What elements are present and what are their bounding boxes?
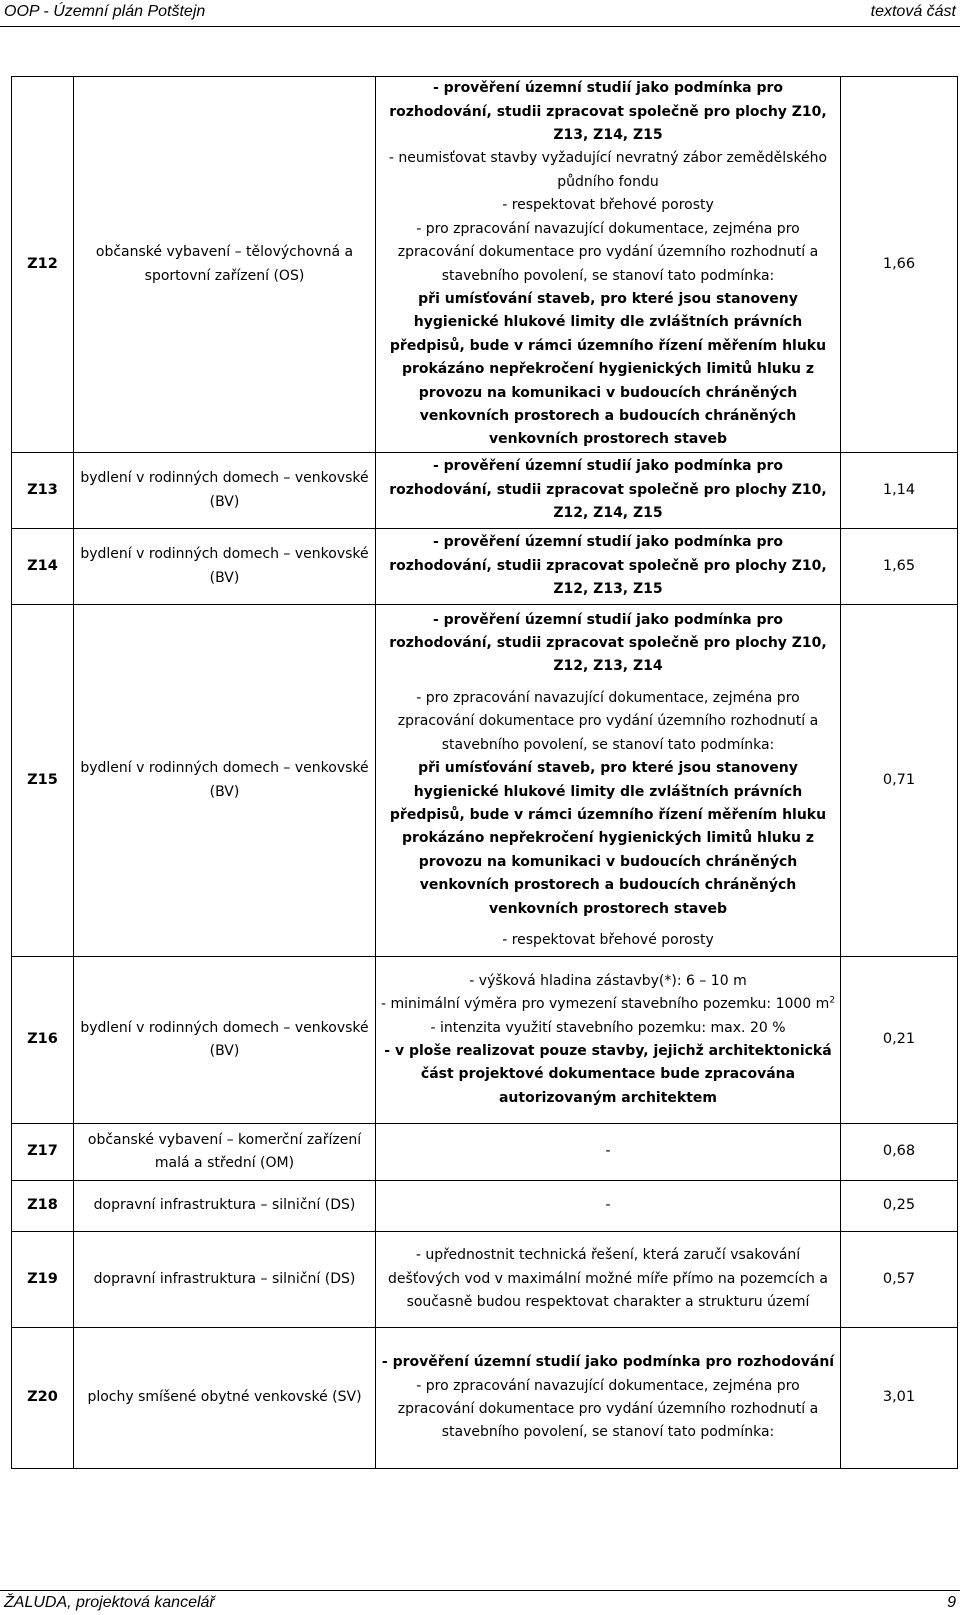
condition-text: - výšková hladina zástavby(*): 6 – 10 m	[469, 972, 747, 989]
condition-text: -	[605, 1197, 611, 1214]
area-conditions	[376, 77, 841, 453]
area-size: 1,66	[841, 77, 958, 453]
area-function: plochy smíšené obytné venkovské (SV)	[74, 1328, 376, 1469]
area-function: dopravní infrastruktura – silniční (DS)	[74, 1232, 376, 1328]
area-conditions	[376, 1232, 841, 1328]
document-title: OOP - Územní plán Potštejn	[4, 3, 206, 20]
condition-text: při umísťování staveb, pro které jsou stanoveny hygienické hlukové limity dle zvláštních právních předpisů, bude v rámci územního řízení měřením hluku prokázáno nepřekročení hygienických limitů hluku z provozu na komunikaci v budoucích chráněných venkovních prostorech a budoucích chráněných venkovních prostorech staveb	[389, 760, 827, 917]
area-conditions	[376, 605, 841, 957]
area-function: bydlení v rodinných domech – venkovské (BV)	[74, 605, 376, 957]
condition-text: - prověření územní studií jako podmínka pro rozhodování, studii zpracovat společně pro plochy Z10, Z13, Z14, Z15	[389, 80, 827, 144]
condition-text: - prověření územní studií jako podmínka pro rozhodování, studii zpracovat společně pro plochy Z10, Z12, Z13, Z14	[389, 611, 827, 675]
area-size: 0,25	[841, 1181, 958, 1232]
condition-text: - upřednostnit technická řešení, která zaručí vsakování dešťových vod v maximální možné míře přímo na pozemcích a současně budou respektovat charakter a strukturu území	[388, 1247, 828, 1311]
condition-text: při umísťování staveb, pro které jsou stanoveny hygienické hlukové limity dle zvláštních právních předpisů, bude v rámci územního řízení měřením hluku prokázáno nepřekročení hygienických limitů hluku z provozu na komunikaci v budoucích chráněných venkovních prostorech a budoucích chráněných venkovních prostorech staveb	[389, 290, 827, 448]
area-function: bydlení v rodinných domech – venkovské (BV)	[74, 957, 376, 1124]
area-id: Z15	[12, 605, 74, 957]
area-function: občanské vybavení – tělovýchovná a sportovní zařízení (OS)	[74, 77, 376, 453]
table-row	[12, 453, 958, 529]
table-row	[12, 957, 958, 1124]
table-row	[12, 1181, 958, 1232]
condition-text: - minimální výměra pro vymezení stavebního pozemku: 1000 $m^2$	[380, 995, 836, 1013]
area-function: bydlení v rodinných domech – venkovské (BV)	[74, 453, 376, 529]
area-function: bydlení v rodinných domech – venkovské (BV)	[74, 529, 376, 605]
header-divider	[0, 26, 960, 27]
condition-text: - prověření územní studií jako podmínka pro rozhodování, studii zpracovat společně pro plochy Z10, Z12, Z14, Z15	[389, 458, 827, 522]
area-conditions	[376, 957, 841, 1124]
condition-text: - prověření územní studií jako podmínka pro rozhodování, studii zpracovat společně pro plochy Z10, Z12, Z13, Z15	[389, 534, 827, 598]
area-id: Z20	[12, 1328, 74, 1469]
condition-text: -	[605, 1143, 611, 1160]
condition-text: - respektovat břehové porosty	[502, 931, 714, 948]
table-row	[12, 529, 958, 605]
area-function: dopravní infrastruktura – silniční (DS)	[74, 1181, 376, 1232]
development-areas-table	[11, 76, 958, 1469]
condition-text: - neumisťovat stavby vyžadující nevratný zábor zemědělského půdního fondu	[388, 150, 828, 190]
area-size: 1,14	[841, 453, 958, 529]
area-conditions	[376, 1328, 841, 1469]
table-row	[12, 1232, 958, 1328]
table-row	[12, 77, 958, 453]
area-id: Z16	[12, 957, 74, 1124]
condition-text: - v ploše realizovat pouze stavby, jejichž architektonická část projektové dokumentace bude zpracována autorizovaným architektem	[384, 1043, 832, 1106]
area-conditions	[376, 453, 841, 529]
area-conditions	[376, 1124, 841, 1181]
company-name: ŽALUDA, projektová kancelář	[4, 1594, 215, 1611]
area-size: 0,68	[841, 1124, 958, 1181]
condition-text: - pro zpracování navazující dokumentace, zejména pro zpracování dokumentace pro vydání územního rozhodnutí a stavebního povolení, se stanoví tato podmínka:	[397, 220, 819, 284]
condition-text: - pro zpracování navazující dokumentace, zejména pro zpracování dokumentace pro vydání územního rozhodnutí a stavebního povolení, se stanoví tato podmínka:	[397, 689, 819, 753]
condition-text: - intenzita využití stavebního pozemku: max. 20 %	[430, 1019, 786, 1036]
area-size: 1,65	[841, 529, 958, 605]
area-conditions	[376, 1181, 841, 1232]
table-row	[12, 1328, 958, 1469]
condition-text: - respektovat břehové porosty	[502, 197, 714, 214]
area-id: Z17	[12, 1124, 74, 1181]
area-size: 3,01	[841, 1328, 958, 1469]
table-row	[12, 1124, 958, 1181]
condition-text: - pro zpracování navazující dokumentace, zejména pro zpracování dokumentace pro vydání územního rozhodnutí a stavebního povolení, se stanoví tato podmínka:	[397, 1377, 819, 1441]
page-number: 9	[947, 1594, 956, 1611]
footer-divider	[0, 1590, 960, 1591]
document-section: textová část	[870, 3, 956, 20]
area-function: občanské vybavení – komerční zařízení malá a střední (OM)	[74, 1124, 376, 1181]
area-size: 0,57	[841, 1232, 958, 1328]
table-row	[12, 605, 958, 957]
area-size: 0,21	[841, 957, 958, 1124]
area-id: Z12	[12, 77, 74, 453]
area-id: Z19	[12, 1232, 74, 1328]
area-id: Z13	[12, 453, 74, 529]
condition-text: - prověření územní studií jako podmínka pro rozhodování	[381, 1354, 835, 1371]
area-id: Z14	[12, 529, 74, 605]
area-conditions	[376, 529, 841, 605]
superscript: 2	[829, 995, 836, 1006]
area-id: Z18	[12, 1181, 74, 1232]
page-header	[0, 0, 960, 24]
area-size: 0,71	[841, 605, 958, 957]
